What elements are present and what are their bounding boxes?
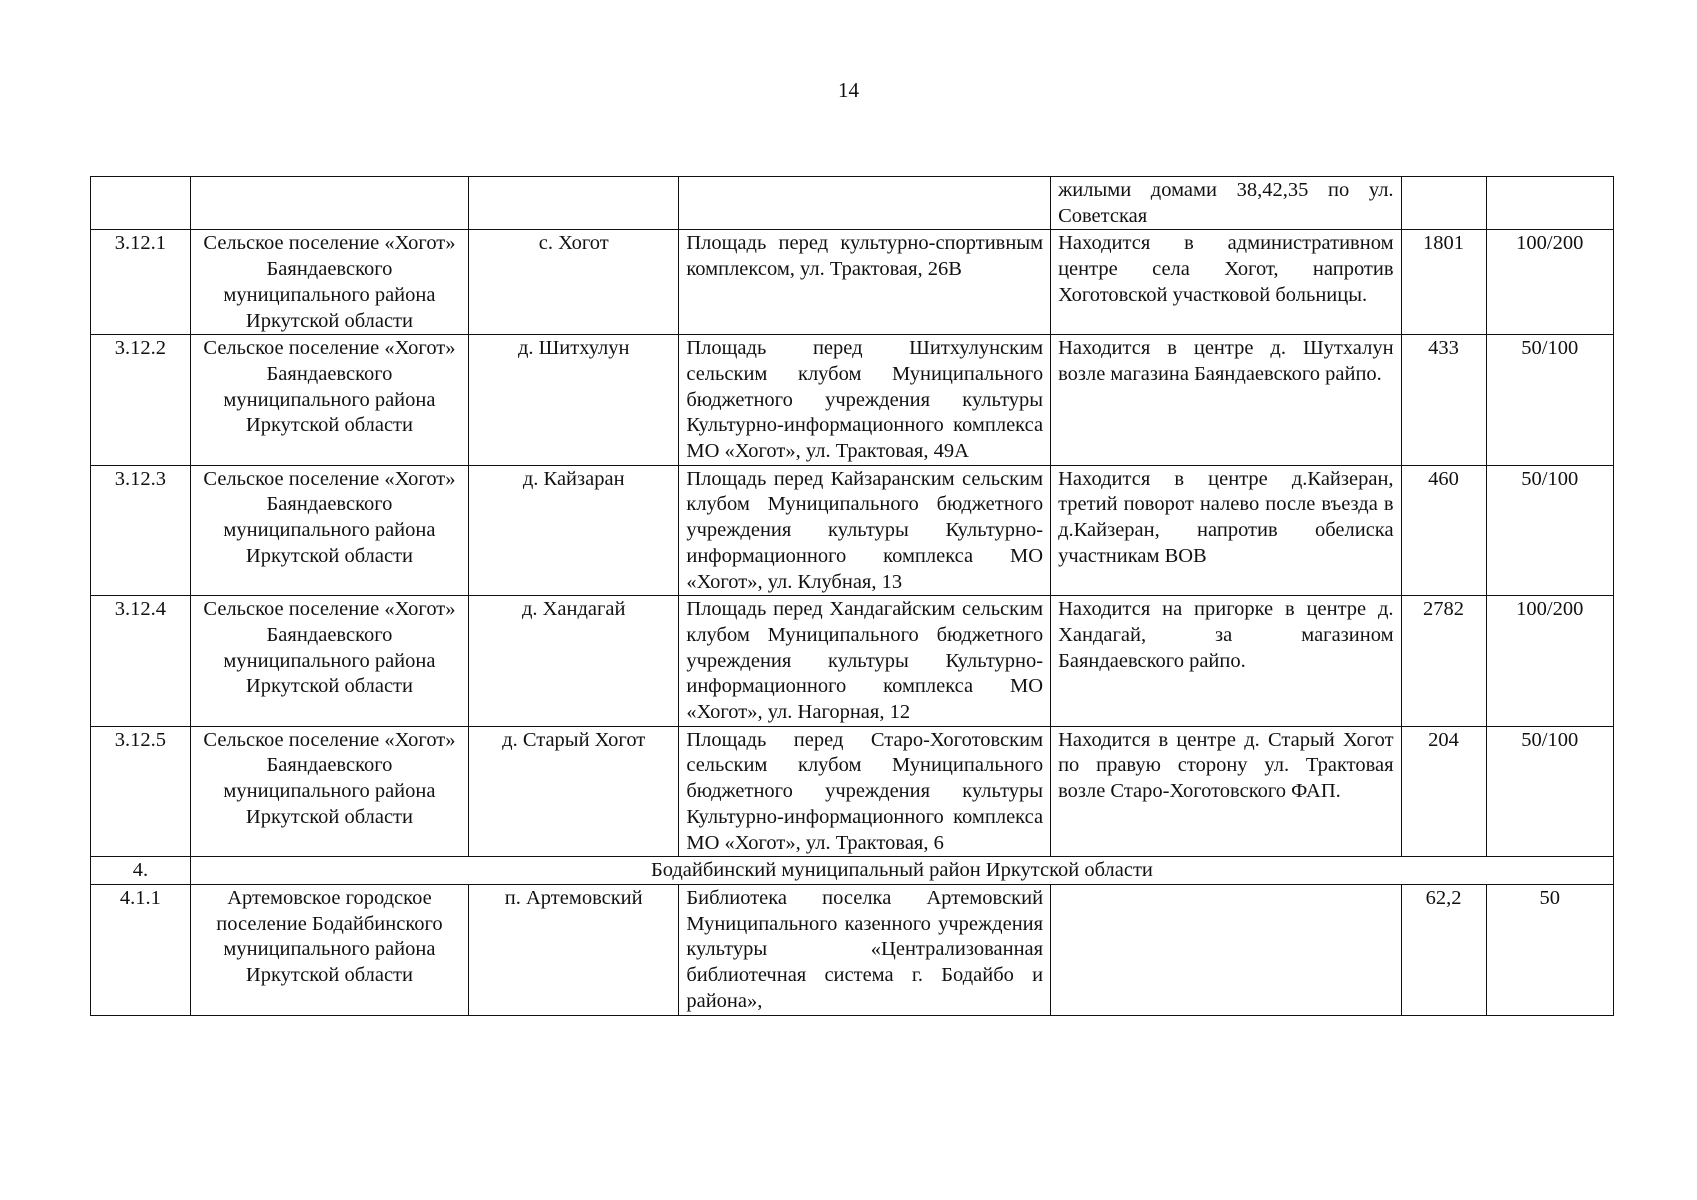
cell-capacity: 100/200 — [1486, 596, 1614, 727]
cell-capacity: 50/100 — [1486, 335, 1614, 466]
cell-area: 460 — [1401, 465, 1486, 596]
table-row — [91, 726, 1614, 857]
cell-settlement: п. Артемовский — [469, 884, 679, 1015]
cell-area: 204 — [1401, 726, 1486, 857]
cell-description — [1051, 884, 1401, 1015]
cell-capacity: 50/100 — [1486, 465, 1614, 596]
cell-num: 3.12.3 — [91, 465, 191, 596]
cell-num: 3.12.5 — [91, 726, 191, 857]
cell-num: 3.12.4 — [91, 596, 191, 727]
cell-place: Площадь перед Кайзаранским сельским клубом Муниципального бюджетного учреждения культуры Культурно-информационного комплекса МО «Хогот», ул. Клубная, 13 — [679, 465, 1051, 596]
cell-place — [679, 177, 1051, 230]
table-row — [91, 465, 1614, 596]
cell-num — [91, 177, 191, 230]
venues-table — [90, 176, 1614, 1016]
cell-municipality — [190, 177, 468, 230]
cell-place: Библиотека поселка Артемовский Муниципального казенного учреждения культуры «Централизованная библиотечная система г. Бодайбо и района», — [679, 884, 1051, 1015]
cell-municipality: Сельское поселение «Хогот» Баяндаевского муниципального района Иркутской области — [190, 596, 468, 727]
table-row — [91, 884, 1614, 1015]
table-row — [91, 230, 1614, 335]
cell-description: Находится в административном центре села Хогот, напротив Хоготовской участковой больницы. — [1051, 230, 1401, 335]
table-row — [91, 596, 1614, 727]
cell-municipality: Сельское поселение «Хогот» Баяндаевского муниципального района Иркутской области — [190, 465, 468, 596]
section-title: Бодайбинский муниципальный район Иркутской области — [190, 857, 1613, 885]
cell-municipality: Сельское поселение «Хогот» Баяндаевского муниципального района Иркутской области — [190, 335, 468, 466]
cell-settlement: д. Хандагай — [469, 596, 679, 727]
cell-description: Находится в центре д.Кайзеран, третий поворот налево после въезда в д.Кайзеран, напротив обелиска участникам ВОВ — [1051, 465, 1401, 596]
cell-description: жилыми домами 38,42,35 по ул. Советская — [1051, 177, 1401, 230]
cell-capacity: 50/100 — [1486, 726, 1614, 857]
cell-place: Площадь перед Старо-Хоготовским сельским клубом Муниципального бюджетного учреждения культуры Культурно-информационного комплекса МО «Хогот», ул. Трактовая, 6 — [679, 726, 1051, 857]
cell-area: 1801 — [1401, 230, 1486, 335]
cell-municipality: Сельское поселение «Хогот» Баяндаевского муниципального района Иркутской области — [190, 726, 468, 857]
cell-settlement: д. Кайзаран — [469, 465, 679, 596]
cell-place: Площадь перед Хандагайским сельским клубом Муниципального бюджетного учреждения культуры Культурно-информационного комплекса МО «Хогот», ул. Нагорная, 12 — [679, 596, 1051, 727]
section-row — [91, 857, 1614, 885]
section-num: 4. — [91, 857, 191, 885]
cell-place: Площадь перед культурно-спортивным комплексом, ул. Трактовая, 26В — [679, 230, 1051, 335]
cell-num: 3.12.2 — [91, 335, 191, 466]
cell-area: 62,2 — [1401, 884, 1486, 1015]
cell-municipality: Сельское поселение «Хогот» Баяндаевского муниципального района Иркутской области — [190, 230, 468, 335]
cell-area — [1401, 177, 1486, 230]
cell-place: Площадь перед Шитхулунским сельским клубом Муниципального бюджетного учреждения культуры Культурно-информационного комплекса МО «Хогот», ул. Трактовая, 49А — [679, 335, 1051, 466]
cell-municipality: Артемовское городское поселение Бодайбинского муниципального района Иркутской области — [190, 884, 468, 1015]
cell-num: 3.12.1 — [91, 230, 191, 335]
cell-description: Находится в центре д. Старый Хогот по правую сторону ул. Трактовая возле Старо-Хоготовского ФАП. — [1051, 726, 1401, 857]
cell-description: Находится на пригорке в центре д. Хандагай, за магазином Баяндаевского райпо. — [1051, 596, 1401, 727]
cell-description: Находится в центре д. Шутхалун возле магазина Баяндаевского райпо. — [1051, 335, 1401, 466]
cell-area: 2782 — [1401, 596, 1486, 727]
page-number: 14 — [838, 78, 859, 102]
cell-settlement: с. Хогот — [469, 230, 679, 335]
cell-settlement: д. Старый Хогот — [469, 726, 679, 857]
cell-capacity: 50 — [1486, 884, 1614, 1015]
cell-num: 4.1.1 — [91, 884, 191, 1015]
table-row — [91, 335, 1614, 466]
cell-settlement: д. Шитхулун — [469, 335, 679, 466]
cell-capacity: 100/200 — [1486, 230, 1614, 335]
cell-area: 433 — [1401, 335, 1486, 466]
table-row-continuation — [91, 177, 1614, 230]
cell-settlement — [469, 177, 679, 230]
cell-capacity — [1486, 177, 1614, 230]
